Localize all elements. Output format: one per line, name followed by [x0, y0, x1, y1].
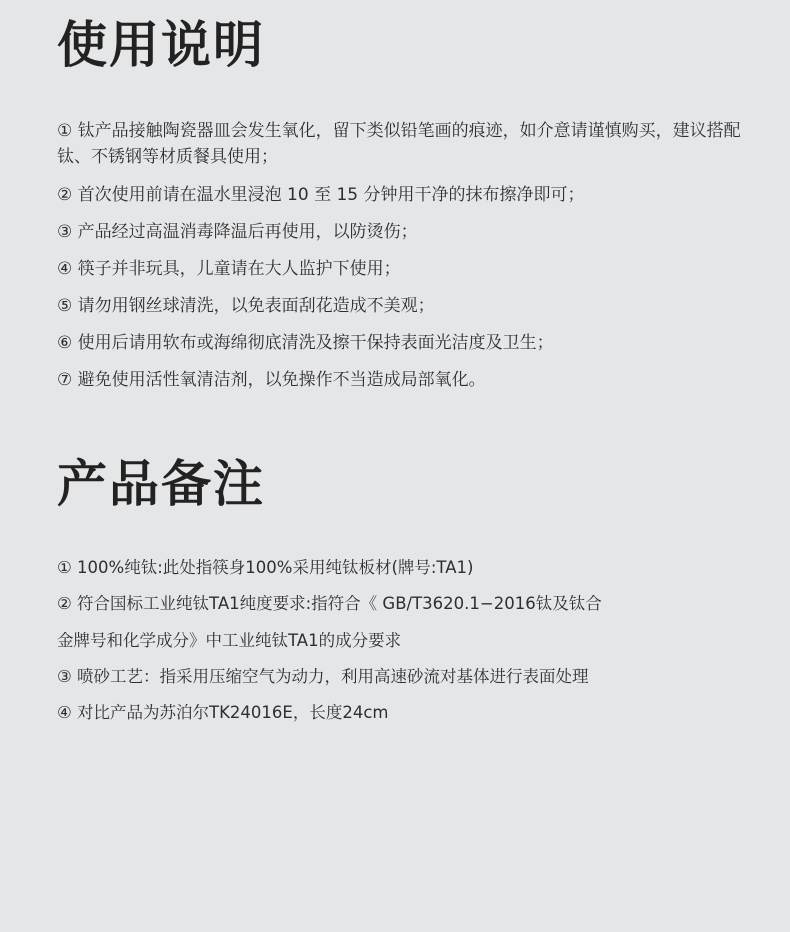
usage-item-4: ④ 筷子并非玩具，儿童请在大人监护下使用； — [57, 259, 401, 279]
product-notes-list — [57, 556, 747, 737]
note-item-4-text: ④ 对比产品为苏泊尔TK24016E，长度24cm — [57, 703, 389, 722]
usage-instructions-list — [57, 118, 747, 404]
note-item-4 — [57, 701, 747, 725]
usage-item-1: ① 钛产品接触陶瓷器皿会发生氧化，留下类似铅笔画的痕迹，如介意请谨慎购买，建议搭配钛、不锈钢等材质餐具使用； — [57, 121, 741, 167]
usage-item-3: ③ 产品经过高温消毒降温后再使用，以防烫伤； — [57, 222, 418, 242]
usage-instructions-title: 使用说明 — [57, 16, 265, 74]
note-item-1 — [57, 556, 747, 580]
product-notes-title: 产品备注 — [57, 455, 265, 513]
note-item-1-text: ① 100%纯钛:此处指筷身100%采用纯钛板材(牌号:TA1) — [57, 558, 474, 577]
usage-item-7: ⑦ 避免使用活性氧清洁剂，以免操作不当造成局部氧化。 — [57, 370, 486, 390]
usage-item-5: ⑤ 请勿用钢丝球清洗，以免表面刮花造成不美观； — [57, 296, 435, 316]
note-item-2-text-continued: 金牌号和化学成分》中工业纯钛TA1的成分要求 — [57, 631, 402, 650]
note-item-3 — [57, 665, 747, 689]
usage-item-6: ⑥ 使用后请用软布或海绵彻底清洗及擦干保持表面光洁度及卫生； — [57, 333, 554, 353]
note-item-2 — [57, 592, 747, 653]
note-item-3-text: ③ 喷砂工艺：指采用压缩空气为动力，利用高速砂流对基体进行表面处理 — [57, 667, 589, 686]
usage-item-2: ② 首次使用前请在温水里浸泡 10 至 15 分钟用干净的抹布擦净即可； — [57, 185, 585, 205]
note-item-2-text: ② 符合国标工业纯钛TA1纯度要求:指符合《 GB/T3620.1−2016钛及钛合 — [57, 594, 602, 613]
